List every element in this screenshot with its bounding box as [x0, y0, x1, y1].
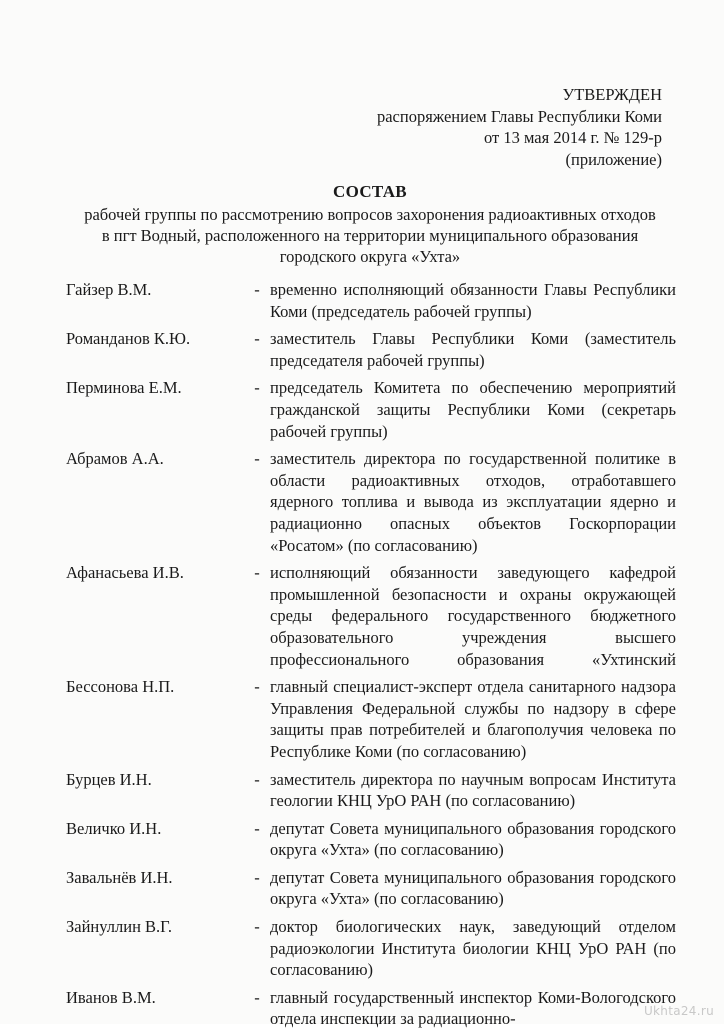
approval-line-3: от 13 мая 2014 г. № 129-р: [483, 128, 662, 147]
member-dash: -: [254, 449, 260, 469]
member-name: Зайнуллин В.Г.: [66, 917, 172, 937]
list-item: [66, 562, 676, 670]
member-name: Иванов В.М.: [66, 987, 156, 1007]
member-dash: -: [254, 280, 260, 299]
member-name: Бессонова Н.П.: [66, 677, 175, 697]
approval-line-4: (приложение): [565, 149, 662, 169]
watermark: Ukhta24.ru: [643, 1004, 714, 1018]
document-title: СОСТАВ: [333, 182, 407, 201]
member-dash: -: [254, 818, 260, 838]
approval-stamp: [377, 84, 662, 170]
list-item: [66, 448, 676, 556]
list-item: [66, 328, 676, 371]
member-role: временно исполняющий обязанности Главы Республики Коми (председатель рабочей группы): [270, 280, 676, 321]
member-dash: -: [254, 987, 260, 1007]
approval-line-2: распоряжением Главы Республики Коми: [376, 106, 662, 126]
member-name: Завальнёв И.Н.: [66, 867, 173, 887]
member-name: Бурцев И.Н.: [66, 769, 152, 789]
member-dash: -: [254, 378, 260, 398]
list-item: [66, 377, 676, 442]
members-list: [66, 279, 676, 1036]
member-role: депутат Совета муниципального образования городского округа «Ухта» (по согласованию): [270, 818, 676, 860]
member-dash: -: [254, 867, 260, 887]
list-item: [66, 916, 676, 981]
member-role: заместитель директора по научным вопросам Института геологии КНЦ УрО РАН (по согласованию): [270, 769, 676, 811]
member-role: исполняющий обязанности заведующего кафедрой промышленной безопасности и охраны окружающей среды федерального государственного бюджетного образовательного учреждения высшего профессионального образования «Ухтинский: [270, 563, 676, 669]
member-name: Романданов К.Ю.: [66, 329, 191, 349]
member-dash: -: [254, 769, 260, 789]
member-name: Афанасьева И.В.: [66, 563, 184, 583]
member-role: заместитель директора по государственной политике в области радиоактивных отходов, отработавшего ядерного топлива и вывода из эксплуатации ядерно и радиационно опасных объектов Госкорпорации «Росатом» (по согласованию): [270, 449, 676, 555]
member-role: депутат Совета муниципального образования городского округа «Ухта» (по согласованию): [270, 867, 676, 909]
document-subtitle: рабочей группы по рассмотрению вопросов захоронения радиоактивных отходов в пгт Водный, расположенного на территории муниципального образования городского округа «Ухта»: [84, 205, 656, 266]
member-name: Гайзер В.М.: [66, 280, 152, 299]
list-item: [66, 818, 676, 861]
member-dash: -: [254, 917, 260, 937]
member-role: главный специалист-эксперт отдела санитарного надзора Управления Федеральной службы по надзору в сфере защиты прав потребителей и благополучия человека по Республике Коми (по согласованию): [270, 677, 676, 761]
member-dash: -: [254, 329, 260, 349]
member-role: доктор биологических наук, заведующий отделом радиоэкологии Института биологии КНЦ УрО РАН (по согласованию): [270, 917, 676, 980]
member-name: Перминова Е.М.: [66, 378, 182, 398]
member-dash: -: [254, 677, 260, 697]
member-role: главный государственный инспектор Коми-Вологодского отдела инспекции за радиационно-: [270, 987, 676, 1029]
member-name: Абрамов А.А.: [66, 449, 164, 469]
member-name: Величко И.Н.: [66, 818, 162, 838]
member-dash: -: [254, 563, 260, 583]
list-item: [66, 769, 676, 812]
member-role: заместитель Главы Республики Коми (заместитель председателя рабочей группы): [270, 329, 676, 370]
list-item: [66, 867, 676, 910]
approval-line-1: УТВЕРЖДЕН: [562, 85, 662, 104]
title-block: [80, 181, 660, 267]
list-item: [66, 279, 676, 322]
member-role: председатель Комитета по обеспечению мероприятий гражданской защиты Республики Коми (секретарь рабочей группы): [270, 378, 676, 441]
list-item: [66, 676, 676, 762]
